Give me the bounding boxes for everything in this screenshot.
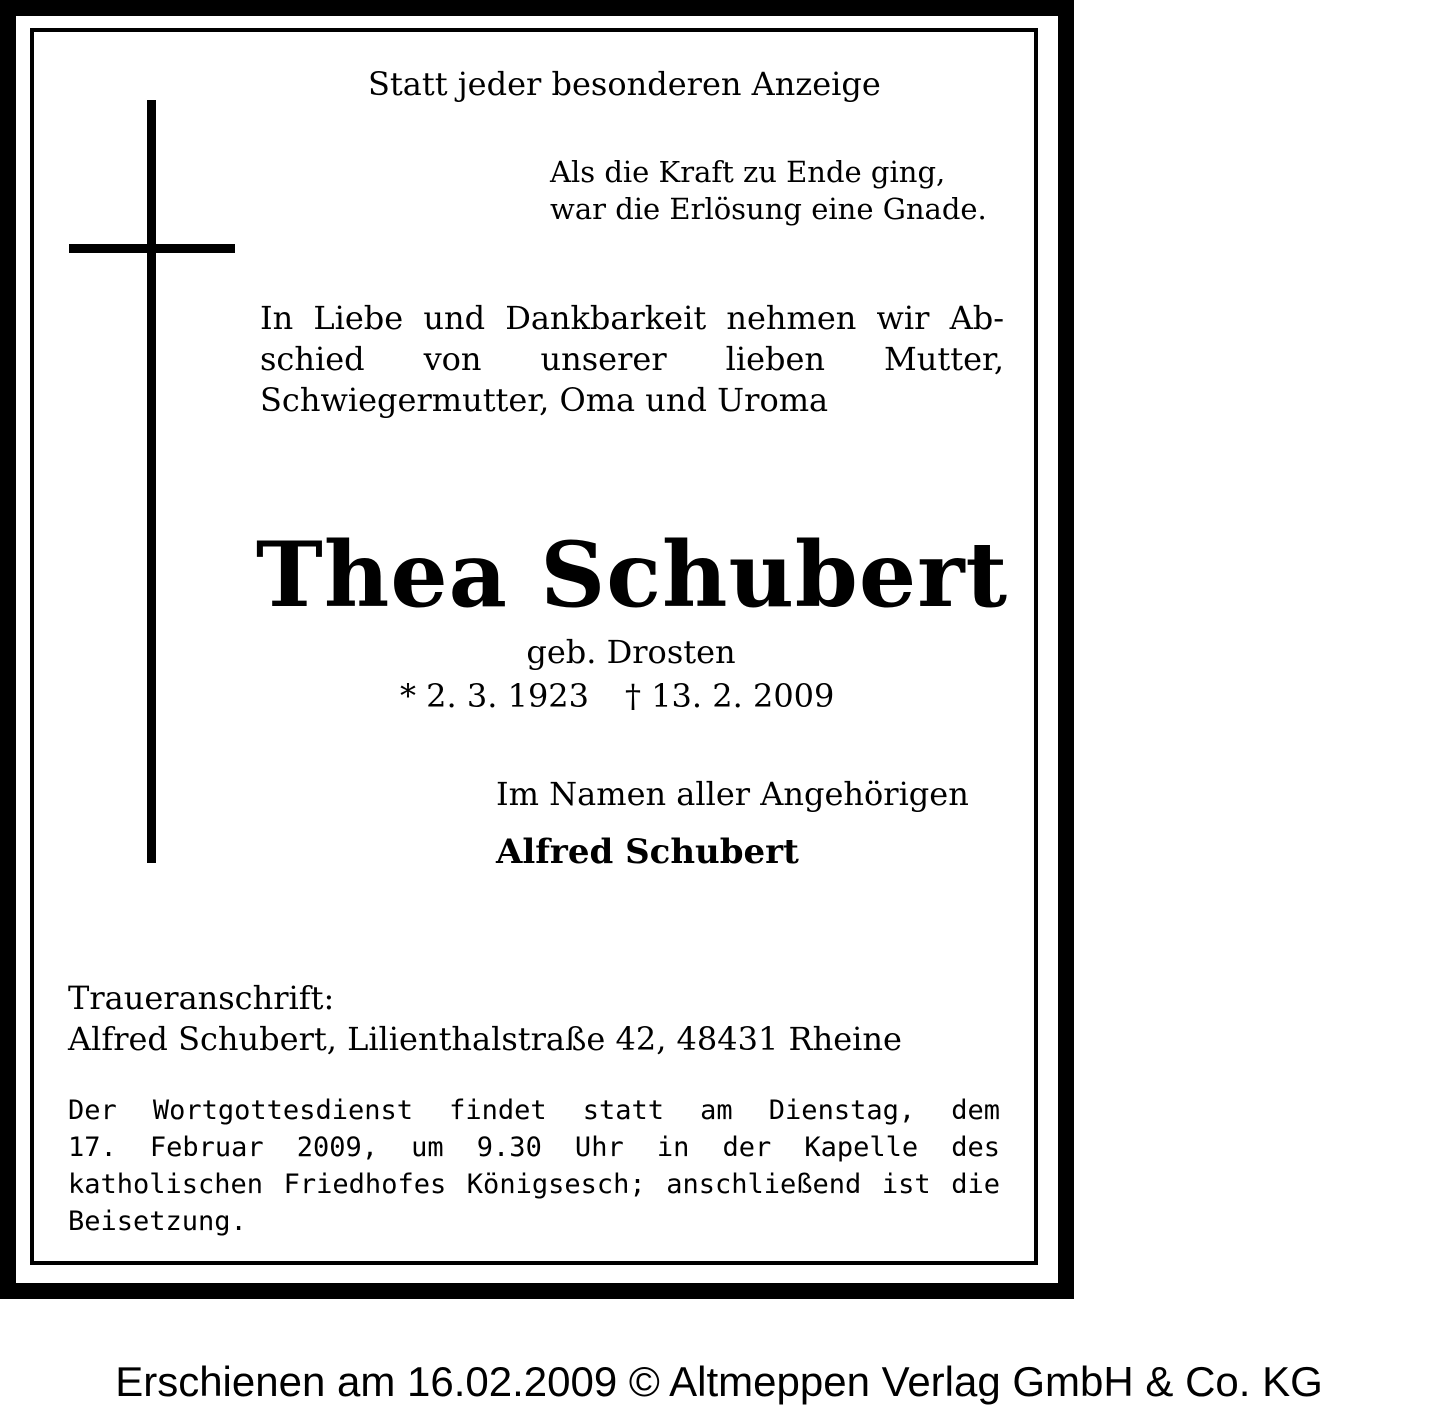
service-info xyxy=(68,1092,1000,1240)
signer-name: Alfred Schubert xyxy=(496,832,799,872)
life-dates xyxy=(400,676,834,716)
intro-line: In Liebe und Dankbarkeit nehmen wir Ab- xyxy=(260,299,1004,337)
cross-icon-bar xyxy=(69,244,235,253)
address-line: Alfred Schubert, Lilienthalstraße 42, 48431 Rheine xyxy=(68,1020,902,1058)
address-label: Traueranschrift: xyxy=(68,979,335,1017)
motto-line: Als die Kraft zu Ende ging, xyxy=(550,155,946,189)
cross-icon xyxy=(147,100,156,863)
birth-date: * 2. 3. 1923 xyxy=(400,677,590,715)
death-date: † 13. 2. 2009 xyxy=(625,677,835,715)
mourning-address xyxy=(68,978,902,1060)
intro-line: schied von unserer lieben Mutter, xyxy=(260,340,1004,378)
service-line: Der Wortgottesdienst findet statt am Dienstag, dem xyxy=(68,1095,1000,1126)
intro-text xyxy=(260,298,1004,421)
notice-header: Statt jeder besonderen Anzeige xyxy=(368,65,881,103)
motto xyxy=(550,154,987,228)
service-line: Beisetzung. xyxy=(68,1206,247,1237)
service-line: 17. Februar 2009, um 9.30 Uhr in der Kapelle des xyxy=(68,1132,1000,1163)
service-line: katholischen Friedhofes Königsesch; anschließend ist die xyxy=(68,1169,1000,1200)
intro-line: Schwiegermutter, Oma und Uroma xyxy=(260,381,829,419)
motto-line: war die Erlösung eine Gnade. xyxy=(550,192,987,226)
deceased-name: Thea Schubert xyxy=(255,522,1009,628)
publication-footer: Erschienen am 16.02.2009 © Altmeppen Verlag GmbH & Co. KG xyxy=(115,1358,1323,1405)
birth-name: geb. Drosten xyxy=(526,633,736,671)
on-behalf-text: Im Namen aller Angehörigen xyxy=(496,775,969,813)
